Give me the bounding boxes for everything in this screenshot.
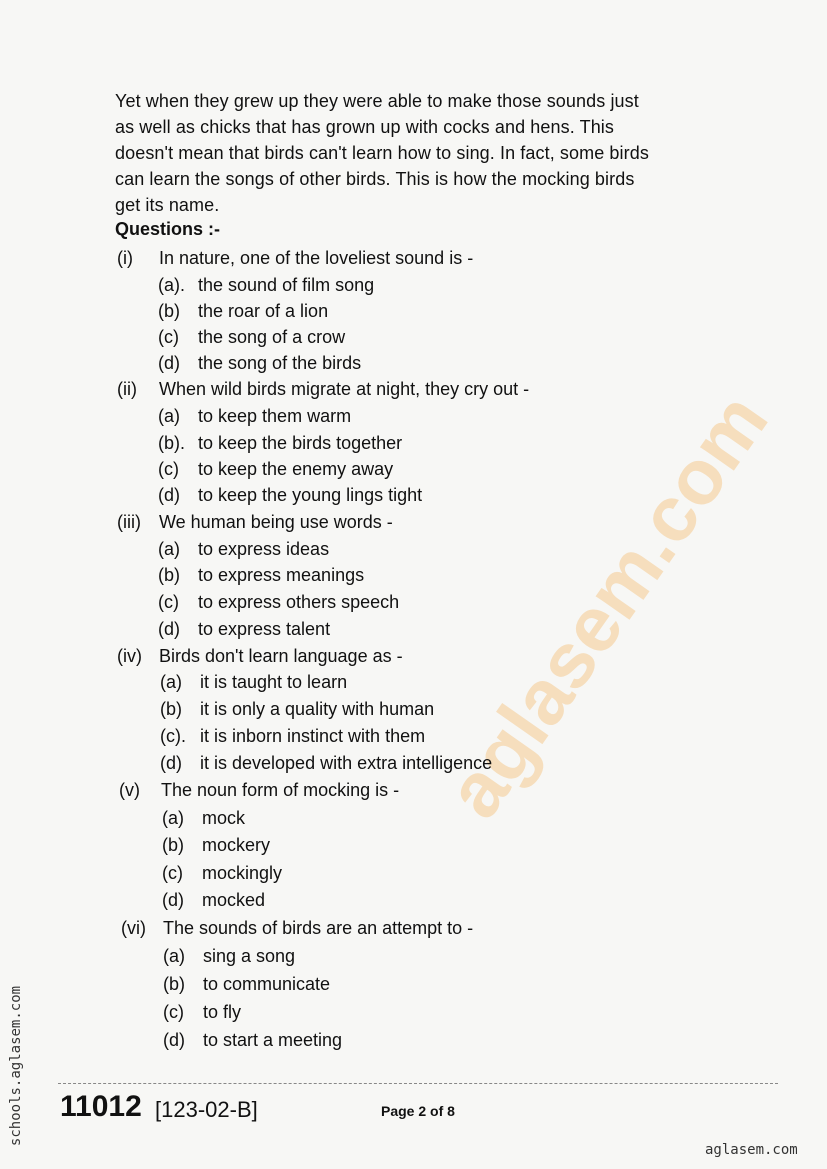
option-label: (c) — [158, 327, 179, 347]
option-label: (c) — [158, 459, 179, 479]
option-text: to keep the young lings tight — [198, 485, 423, 505]
option-text: the sound of film song — [198, 275, 375, 295]
option-label: (a). — [158, 275, 185, 295]
question-stem: The sounds of birds are an attempt to - — [163, 918, 474, 938]
option-label: (d) — [160, 753, 182, 773]
question-stem: The noun form of mocking is - — [161, 780, 400, 800]
option-label: (a) — [158, 539, 180, 559]
question-number: (i) — [117, 248, 133, 268]
option-label: (d) — [162, 890, 184, 910]
option-text: to express meanings — [198, 565, 365, 585]
page-number: Page 2 of 8 — [381, 1103, 455, 1119]
option-text: to keep the enemy away — [198, 459, 394, 479]
option-text: mockery — [202, 835, 271, 855]
option-text: to keep them warm — [198, 406, 352, 426]
option-label: (d) — [163, 1030, 185, 1050]
passage-line: get its name. — [115, 195, 220, 215]
option-label: (b) — [163, 974, 185, 994]
option-text: it is developed with extra intelligence — [200, 753, 493, 773]
option-label: (a) — [162, 808, 184, 828]
passage-line: doesn't mean that birds can't learn how to sing. In fact, some birds — [115, 143, 649, 163]
option-text: to communicate — [203, 974, 331, 994]
question-stem: In nature, one of the loveliest sound is - — [159, 248, 474, 268]
option-label: (a) — [163, 946, 185, 966]
option-text: to start a meeting — [203, 1030, 343, 1050]
side-url-text: schools.aglasem.com — [8, 985, 25, 1147]
option-text: sing a song — [203, 946, 296, 966]
option-label: (d) — [158, 353, 180, 373]
passage-line: Yet when they grew up they were able to make those sounds just — [115, 91, 639, 111]
footer-divider — [58, 1083, 778, 1084]
option-label: (a) — [160, 672, 182, 692]
watermark-text: aglasem.com — [428, 377, 785, 833]
option-text: to fly — [203, 1002, 242, 1022]
paper-subcode: [123-02-B] — [155, 1097, 258, 1122]
option-label: (b) — [158, 565, 180, 585]
question-number: (iii) — [117, 512, 141, 532]
option-text: it is inborn instinct with them — [200, 726, 426, 746]
option-label: (c) — [163, 1002, 184, 1022]
option-label: (c) — [158, 592, 179, 612]
option-text: to express ideas — [198, 539, 330, 559]
option-text: mocked — [202, 890, 266, 910]
paper-code: 11012 — [60, 1090, 142, 1123]
option-text: to keep the birds together — [198, 433, 403, 453]
option-text: the song of the birds — [198, 353, 362, 373]
questions-heading: Questions :- — [115, 219, 221, 239]
passage-line: as well as chicks that has grown up with cocks and hens. This — [115, 117, 615, 137]
option-text: the roar of a lion — [198, 301, 329, 321]
corner-url-text: aglasem.com — [705, 1142, 798, 1158]
option-label: (a) — [158, 406, 180, 426]
option-label: (b) — [158, 301, 180, 321]
option-label: (d) — [158, 485, 180, 505]
question-number: (iv) — [117, 646, 142, 666]
question-stem: When wild birds migrate at night, they cry out - — [159, 379, 530, 399]
question-stem: We human being use words - — [159, 512, 393, 532]
option-text: mock — [202, 808, 246, 828]
option-label: (c) — [162, 863, 183, 883]
option-text: to express others speech — [198, 592, 400, 612]
question-number: (v) — [119, 780, 140, 800]
option-label: (c). — [160, 726, 186, 746]
option-label: (b) — [160, 699, 182, 719]
option-text: it is taught to learn — [200, 672, 348, 692]
question-stem: Birds don't learn language as - — [159, 646, 403, 666]
option-text: it is only a quality with human — [200, 699, 435, 719]
passage — [115, 88, 675, 218]
option-text: the song of a crow — [198, 327, 346, 347]
option-label: (b) — [162, 835, 184, 855]
option-label: (b). — [158, 433, 185, 453]
option-text: mockingly — [202, 863, 283, 883]
passage-line: can learn the songs of other birds. This is how the mocking birds — [115, 169, 635, 189]
question-number: (ii) — [117, 379, 137, 399]
option-text: to express talent — [198, 619, 331, 639]
question-number: (vi) — [121, 918, 146, 938]
option-label: (d) — [158, 619, 180, 639]
